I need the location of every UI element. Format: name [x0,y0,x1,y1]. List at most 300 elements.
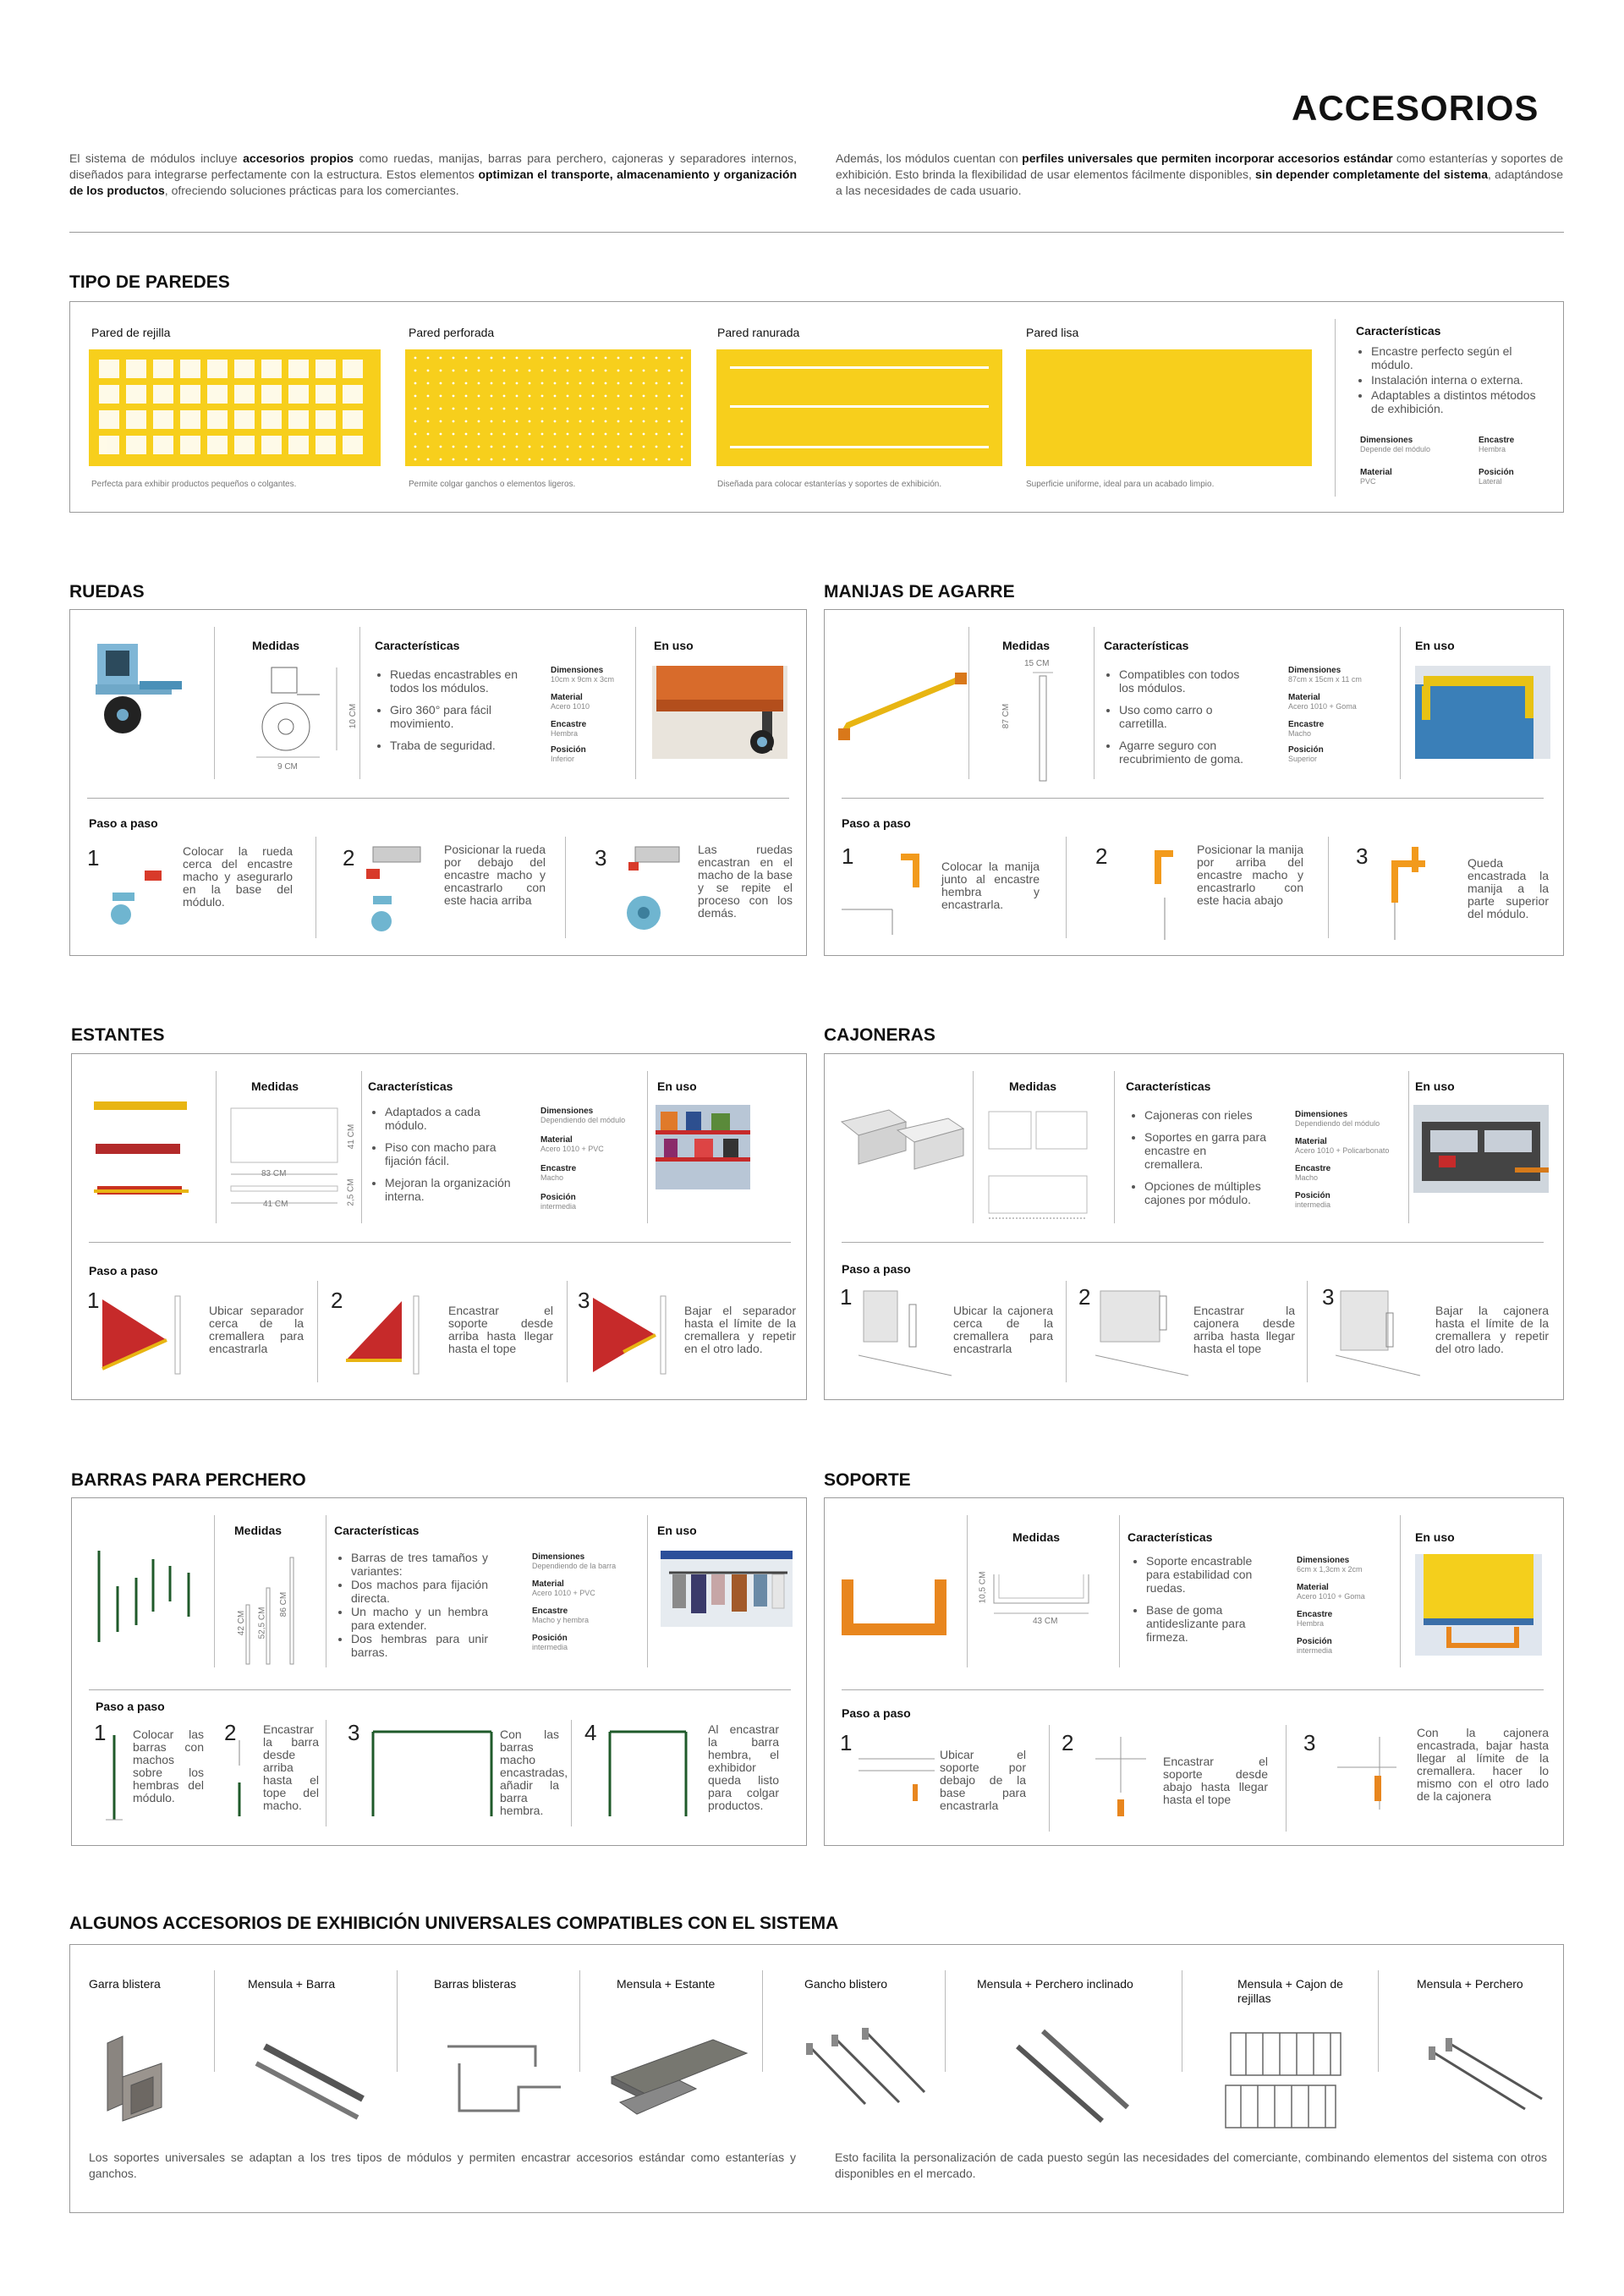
perforation-hole [554,357,557,360]
cajoneras-features [1131,1108,1268,1215]
dim-height: 10,5 CM [978,1571,988,1604]
perforation-hole [554,382,557,385]
step-illustration [859,1288,960,1381]
perforation-hole [440,395,442,398]
perforation-hole [656,433,658,436]
meta-item: Dimensiones Dependiendo del módulo [540,1107,626,1124]
intro-left: El sistema de módulos incluye accesorios propios como ruedas, manijas, barras para perchero, cajoneras y separadores internos, diseñados para integrarse perfectamente con la estructura. Estos elementos optimizan el transporte, almacenamiento y organización de los productos, ofreciendo soluciones prácticas para los comerciantes. [69,151,797,197]
soporte-in-use-photo [1415,1554,1542,1656]
barras-en-uso-label: En uso [657,1524,697,1537]
dim-width: 43 CM [1033,1617,1058,1626]
perforation-hole [427,433,430,436]
perforation-hole [617,408,620,410]
dim-b: 52,5 CM [257,1607,267,1640]
step-illustration [1087,1733,1155,1826]
ruedas-features-label: Características [375,639,460,652]
perforation-hole [681,408,683,410]
perforation-hole [440,420,442,423]
perforation-hole [529,446,531,448]
perforation-hole [503,357,506,360]
perforation-hole [579,420,582,423]
divider [1307,1281,1308,1382]
step-text: Posicionar la rueda por debajo del encastre macho y encastrarlo con este hacia arriba [444,843,546,907]
perforation-hole [465,433,468,436]
feature-item: • Un macho y un hembra para extender. [351,1605,488,1632]
universal-note-left: Los soportes universales se adaptan a los tres tipos de módulos y permiten encastrar accesorios estándar como estanterías y ganchos. [89,2150,796,2180]
perforation-hole [453,382,455,385]
meta-item: Encastre Macho [540,1164,577,1182]
divider [842,798,1544,799]
grid-hole [315,385,336,404]
feature-item: • Base de goma antideslizante para firmeza. [1146,1603,1265,1644]
meta-item: Encastre Hembra [1479,436,1515,453]
divider [1094,627,1095,779]
grid-hole [180,385,200,404]
meta-item: Material Acero 1010 + Goma [1288,693,1357,711]
step-number: 2 [343,845,355,871]
meta-item: Encastre Macho [1295,1164,1331,1182]
perforation-hole [617,420,620,423]
step-text: Ubicar el soporte por debajo de la base para encastrarla [940,1748,1026,1812]
grid-hole [343,436,363,454]
perforation-hole [643,370,645,372]
soporte-title: SOPORTE [824,1470,911,1490]
wall-caption: Permite colgar ganchos o elementos ligeros. [409,480,576,489]
universal-item-label: Mensula + Barra [248,1977,336,1991]
step-number: 3 [578,1288,590,1313]
walls-panel [69,301,1564,513]
feature-item: • Cajoneras con rieles [1144,1108,1268,1122]
divider [1286,1725,1287,1832]
perforation-hole [453,357,455,360]
step-text: Bajar la cajonera hasta el límite de la cremallera y repetir del otro lado. [1435,1304,1549,1355]
grid-hole [99,436,119,454]
step-number: 3 [595,845,607,871]
perforation-hole [592,420,595,423]
slot [730,446,989,448]
perforation-hole [643,446,645,448]
barras-panel [71,1497,807,1846]
perforation-hole [668,433,671,436]
feature-item: • Barras de tres tamaños y variantes: [351,1551,488,1578]
perforation-hole [491,433,493,436]
divider [1335,319,1336,497]
perforation-hole [617,382,620,385]
perforation-hole [592,446,595,448]
perforation-hole [643,420,645,423]
perforation-hole [605,395,607,398]
soporte-features-label: Características [1127,1530,1213,1544]
step-number: 1 [842,843,854,869]
step-number: 1 [87,845,100,871]
perforation-hole [516,395,518,398]
step-number: 2 [1062,1730,1074,1755]
perforation-hole [643,382,645,385]
step-illustration [228,1732,253,1825]
ruedas-in-use-photo [652,666,787,759]
step-text: Con las barras macho encastradas, añadir la barra hembra. [500,1727,568,1817]
divider [87,798,789,799]
manijas-panel [824,609,1564,956]
drawer-drawing [985,1108,1104,1230]
divider [973,1071,974,1223]
divider [315,837,316,938]
manijas-in-use-photo [1415,666,1550,759]
estantes-paso-label: Paso a paso [89,1264,158,1277]
perforation-hole [554,420,557,423]
perforation-hole [529,395,531,398]
dim-c: 86 CM [279,1591,289,1618]
perforation-hole [656,459,658,461]
step-text: Encastrar la barra desde arriba hasta el tope del macho. [263,1722,319,1812]
header-divider [69,232,1564,233]
divider [89,1242,791,1243]
perforation-hole [541,382,544,385]
grid-hole [288,360,309,378]
perforation-hole [579,433,582,436]
grid-hole [261,360,282,378]
step-illustration [1095,1288,1197,1381]
grid-hole [99,410,119,429]
divider [1400,627,1401,779]
grid-hole [153,436,173,454]
grid-hole [207,360,228,378]
perforation-hole [427,395,430,398]
perforation-hole [592,408,595,410]
perforation-hole [567,395,569,398]
meta-item: Posición intermedia [540,1193,577,1211]
perforation-hole [491,357,493,360]
perforation-hole [440,370,442,372]
meta-item: Material Acero 1010 [551,693,590,711]
step-text: Ubicar la cajonera cerca de la cremallera para encastrarla [953,1304,1053,1355]
step-number: 1 [94,1720,107,1745]
perforation-hole [681,382,683,385]
perforation-hole [478,420,480,423]
barras-paso-label: Paso a paso [96,1700,165,1713]
estantes-title: ESTANTES [71,1025,165,1045]
universal-item-label: Barras blisteras [434,1977,517,1991]
perforation-hole [529,408,531,410]
caster-image [80,640,199,733]
grid-hole [126,410,146,429]
grid-hole [126,360,146,378]
drawer-image [838,1105,965,1173]
step-number: 4 [584,1720,597,1745]
perforation-hole [681,433,683,436]
perforation-hole [516,382,518,385]
soporte-panel [824,1497,1564,1846]
meta-item: Posición Lateral [1479,468,1514,486]
perforation-hole [414,459,417,461]
step-text: Las ruedas encastran en el macho de la base y se repite el proceso con los demás. [698,843,793,920]
step-text: Posicionar la manija por arriba del encastre macho y encastrarlo con este hacia abajo [1197,843,1303,907]
step-text: Colocar la manija junto al encastre hembra y encastrarla. [941,860,1040,911]
divider [647,1515,648,1667]
grid-hole [126,385,146,404]
manijas-en-uso-label: En uso [1415,639,1455,652]
grid-hole [207,436,228,454]
step-illustration [1336,1288,1429,1381]
perforation-hole [453,446,455,448]
perforation-hole [579,382,582,385]
perforation-hole [656,382,658,385]
perforation-hole [541,420,544,423]
divider [635,627,636,779]
bracket-bar-drawing [248,2026,383,2128]
feature-item: • Uso como carro o carretilla. [1119,703,1258,730]
shelf-images [91,1096,209,1206]
divider [1049,1725,1050,1832]
perforation-hole [491,459,493,461]
perforation-hole [567,357,569,360]
perforation-hole [529,459,531,461]
perforation-hole [453,408,455,410]
perforation-hole [478,433,480,436]
perforation-hole [554,459,557,461]
perforation-hole [643,459,645,461]
divider [359,627,360,779]
perforation-hole [630,446,633,448]
perforation-hole [516,420,518,423]
wall-name-perforated: Pared perforada [409,326,495,339]
grid-hole [288,436,309,454]
perforation-hole [605,382,607,385]
divider [1114,1071,1115,1223]
walls-title: TIPO DE PAREDES [69,272,230,292]
claw-drawing [89,2026,190,2128]
perforation-hole [427,459,430,461]
meta-item: Dimensiones Dependiendo de la barra [532,1552,617,1570]
step-text: Ubicar separador cerca de la cremallera para encastrarla [209,1304,304,1355]
bracket-rack-drawing [1424,2026,1550,2128]
perforation-hole [681,370,683,372]
grid-hole [288,385,309,404]
perforation-hole [668,357,671,360]
perforation-hole [567,370,569,372]
perforation-hole [656,420,658,423]
perforation-hole [465,382,468,385]
perforation-hole [592,382,595,385]
perforation-hole [656,446,658,448]
perforation-hole [516,408,518,410]
ruedas-features [376,667,529,761]
support-image [837,1574,963,1642]
grid-hole [261,385,282,404]
perforation-hole [579,408,582,410]
perforation-hole [541,395,544,398]
perforation-hole [541,370,544,372]
handle-image [837,669,972,745]
step-number: 1 [87,1288,100,1313]
divider [571,1720,572,1826]
grid-hole [180,360,200,378]
perforation-hole [440,433,442,436]
step-illustration [590,1293,674,1377]
perforation-hole [605,459,607,461]
feature-item: • Compatibles con todos los módulos. [1119,667,1258,695]
perforation-hole [592,459,595,461]
universal-item-label: Gancho blistero [804,1977,888,1991]
step-illustration [97,1727,131,1828]
meta-item: Dimensiones 6cm x 1,3cm x 2cm [1297,1556,1363,1574]
perforation-hole [465,459,468,461]
dim-height: 87 CM [1001,703,1012,729]
manijas-medidas-label: Medidas [1002,639,1051,652]
perforation-hole [516,433,518,436]
step-illustration [842,850,935,935]
perforation-hole [643,408,645,410]
step-text: Colocar las barras con machos sobre los hembras del módulo. [133,1727,204,1804]
slotted-wall-image [716,349,1002,466]
perforation-hole [465,446,468,448]
divider [1066,1281,1067,1382]
perforation-hole [440,446,442,448]
step-illustration [96,864,180,931]
step-number: 1 [840,1284,853,1310]
grid-hole [153,385,173,404]
perforation-hole [681,446,683,448]
perforation-hole [516,370,518,372]
barras-features-label: Características [334,1524,420,1537]
perforation-hole [630,382,633,385]
estantes-panel [71,1053,807,1400]
perforation-hole [605,357,607,360]
universal-item-label: Mensula + Perchero [1417,1977,1523,1991]
perforation-hole [414,446,417,448]
step-number: 2 [331,1288,343,1313]
perforation-hole [414,370,417,372]
perforation-hole [630,370,633,372]
dim-width: 9 CM [277,762,298,772]
walls-features-title: Características [1356,324,1441,338]
perforated-wall-image [405,349,691,466]
perforation-hole [529,382,531,385]
perforation-hole [656,357,658,360]
step-text: Al encastrar la barra hembra, el exhibidor queda listo para colgar productos. [708,1722,779,1812]
divider [945,1970,946,2072]
smooth-wall-image [1026,349,1312,466]
step-text: Encastrar la cajonera desde arriba hasta llegar hasta el tope [1193,1304,1295,1355]
perforation-hole [516,357,518,360]
intro-right: Además, los módulos cuentan con perfiles universales que permiten incorporar accesorios estándar como estanterías y soportes de exhibición. Esto brinda la flexibilidad de usar elementos fácilmente disponibles, sin depender completamente del sistema, adaptándose a las necesidades de cada usuario. [836,151,1564,197]
perforation-hole [427,408,430,410]
estantes-en-uso-label: En uso [657,1079,697,1093]
perforation-hole [554,446,557,448]
perforation-hole [478,370,480,372]
dim-height: 10 CM [348,703,359,729]
perforation-hole [630,408,633,410]
universal-item-label: Garra blistera [89,1977,161,1991]
perforation-hole [503,420,506,423]
perforation-hole [516,446,518,448]
divider [579,1970,580,2072]
perforation-hole [541,357,544,360]
perforation-hole [592,395,595,398]
feature-item: • Dos machos para fijación directa. [351,1578,488,1605]
divider [214,627,215,779]
step-illustration [99,1293,192,1377]
feature-item: • Agarre seguro con recubrimiento de goma. [1119,739,1258,766]
perforation-hole [478,357,480,360]
perforation-hole [529,420,531,423]
cajoneras-features-label: Características [1126,1079,1211,1093]
perforation-hole [668,459,671,461]
divider [214,1515,215,1667]
perforation-hole [453,433,455,436]
perforation-hole [465,420,468,423]
perforation-hole [465,408,468,410]
grid-hole [343,410,363,429]
grid-hole [180,436,200,454]
meta-item: Dimensiones Depende del módulo [1360,436,1431,453]
grid-hole [234,360,255,378]
perforation-hole [668,370,671,372]
divider [89,1689,791,1690]
perforation-hole [554,433,557,436]
divider [214,1970,215,2072]
feature-item: • Adaptados a cada módulo. [385,1105,515,1132]
bars-image [89,1541,207,1651]
ruedas-panel [69,609,807,956]
grid-hole [315,360,336,378]
universal-note-right: Esto facilita la personalización de cada puesto según las necesidades del comerciante, combinando elementos del sistema con otros disponibles en el mercado. [835,2150,1547,2180]
handle-drawing [1011,669,1062,788]
barras-medidas-label: Medidas [234,1524,283,1537]
perforation-hole [427,357,430,360]
perforation-hole [503,370,506,372]
wall-caption: Superficie uniforme, ideal para un acabado limpio. [1026,480,1215,489]
feature-item: • Traba de seguridad. [390,739,529,752]
ruedas-paso-label: Paso a paso [89,816,158,830]
perforation-hole [478,459,480,461]
perforation-hole [617,459,620,461]
divider [1378,1970,1379,2072]
universal-title: ALGUNOS ACCESORIOS DE EXHIBICIÓN UNIVERSALES COMPATIBLES CON EL SISTEMA [69,1914,839,1933]
perforation-hole [541,433,544,436]
perforation-hole [592,433,595,436]
feature-item: • Dos hembras para unir barras. [351,1632,488,1659]
step-text: Encastrar el soporte desde arriba hasta llegar hasta el tope [448,1304,553,1355]
manijas-title: MANIJAS DE AGARRE [824,582,1015,601]
perforation-hole [427,370,430,372]
step-text: Bajar el separador hasta el límite de la cremallera y repetir en el otro lado. [684,1304,796,1355]
step-illustration [1383,847,1442,940]
perforated-wall-drawing [405,349,691,466]
grid-hole [207,410,228,429]
dim-height: 41 CM [347,1123,357,1150]
cajoneras-medidas-label: Medidas [1009,1079,1057,1093]
step-text: Queda encastrada la manija a la parte superior del módulo. [1468,856,1549,920]
wall-caption: Perfecta para exhibir productos pequeños o colgantes. [91,480,297,489]
perforation-hole [516,459,518,461]
perforation-hole [554,370,557,372]
perforation-hole [414,420,417,423]
ruedas-medidas-label: Medidas [252,639,300,652]
perforation-hole [478,446,480,448]
step-number: 3 [1303,1730,1316,1755]
perforation-hole [503,382,506,385]
feature-item: • Ruedas encastrables en todos los módulos. [390,667,529,695]
perforation-hole [440,382,442,385]
perforation-hole [592,357,595,360]
bracket-shelf-drawing [603,2030,755,2123]
perforation-hole [617,357,620,360]
wall-name-slotted: Pared ranurada [717,326,800,339]
grid-hole [180,410,200,429]
step-illustration [1329,1733,1405,1826]
grid-hole [261,410,282,429]
